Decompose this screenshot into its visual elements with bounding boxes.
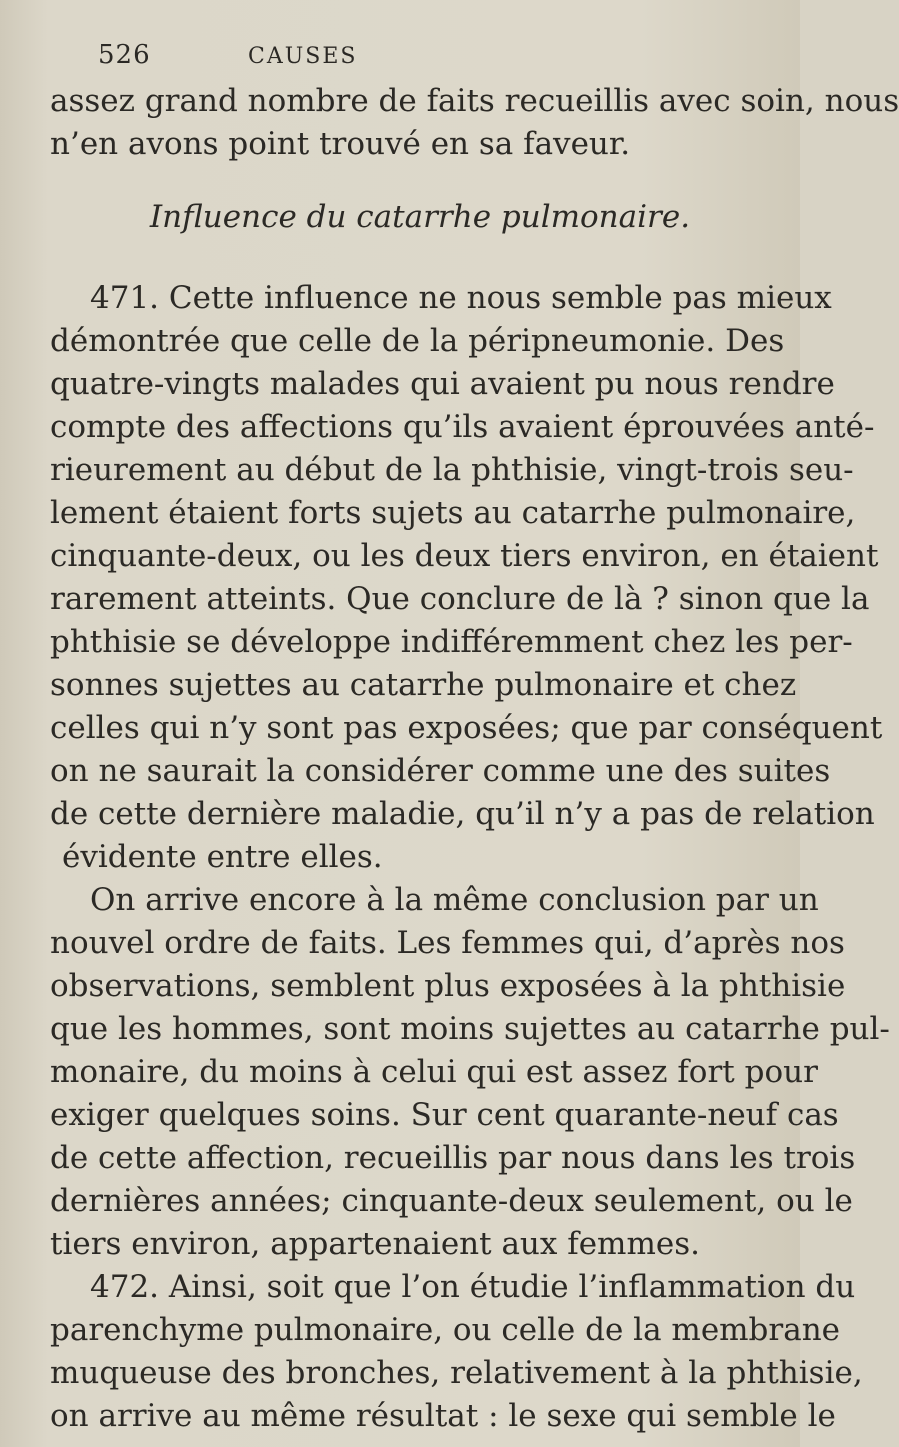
text-line: n’en avons point trouvé en sa faveur. xyxy=(50,126,631,162)
text-line: évidente entre elles. xyxy=(62,839,383,875)
paragraph-start: On arrive encore à la même conclusion par un xyxy=(90,882,819,918)
text-line: sonnes sujettes au catarrhe pulmonaire et chez xyxy=(50,667,797,703)
text-line: cinquante-deux, ou les deux tiers environ, en étaient xyxy=(50,538,879,574)
text-line: quatre-vingts malades qui avaient pu nous rendre xyxy=(50,366,835,402)
text-line: lement étaient forts sujets au catarrhe pulmonaire, xyxy=(50,495,856,531)
body-text xyxy=(50,80,899,1438)
text-line: que les hommes, sont moins sujettes au catarrhe pul- xyxy=(50,1011,890,1047)
text-line: monaire, du moins à celui qui est assez fort pour xyxy=(50,1054,818,1090)
section-title: Influence du catarrhe pulmonaire. xyxy=(149,199,691,235)
text-line: assez grand nombre de faits recueillis avec soin, nous xyxy=(50,83,899,119)
text-line: phthisie se développe indifféremment chez les per- xyxy=(50,624,853,660)
text-line: de cette dernière maladie, qu’il n’y a pas de relation xyxy=(50,796,875,832)
text-line: on arrive au même résultat : le sexe qui semble le xyxy=(50,1398,836,1434)
text-line: on ne saurait la considérer comme une des suites xyxy=(50,753,831,789)
text-line: dernières années; cinquante-deux seulement, ou le xyxy=(50,1183,853,1219)
text-line: de cette affection, recueillis par nous dans les trois xyxy=(50,1140,856,1176)
text-line: compte des affections qu’ils avaient éprouvées anté- xyxy=(50,409,875,445)
text-line: observations, semblent plus exposées à la phthisie xyxy=(50,968,846,1004)
paragraph-start: 472. Ainsi, soit que l’on étudie l’inflammation du xyxy=(90,1269,856,1305)
text-line: celles qui n’y sont pas exposées; que par conséquent xyxy=(50,710,883,746)
text-line: rarement atteints. Que conclure de là ? sinon que la xyxy=(50,581,870,617)
text-line: exiger quelques soins. Sur cent quarante-neuf cas xyxy=(50,1097,839,1133)
paragraph-start: 471. Cette influence ne nous semble pas mieux xyxy=(90,280,832,316)
text-line: muqueuse des bronches, relativement à la phthisie, xyxy=(50,1355,863,1391)
text-line: tiers environ, appartenaient aux femmes. xyxy=(50,1226,700,1262)
text-line: rieurement au début de la phthisie, vingt-trois seu- xyxy=(50,452,854,488)
text-line: démontrée que celle de la péripneumonie. Des xyxy=(50,323,785,359)
page-header xyxy=(98,40,618,80)
page-number: 526 xyxy=(98,40,151,70)
running-head: CAUSES xyxy=(248,44,358,69)
text-line: parenchyme pulmonaire, ou celle de la membrane xyxy=(50,1312,841,1348)
text-line: nouvel ordre de faits. Les femmes qui, d’après nos xyxy=(50,925,845,961)
